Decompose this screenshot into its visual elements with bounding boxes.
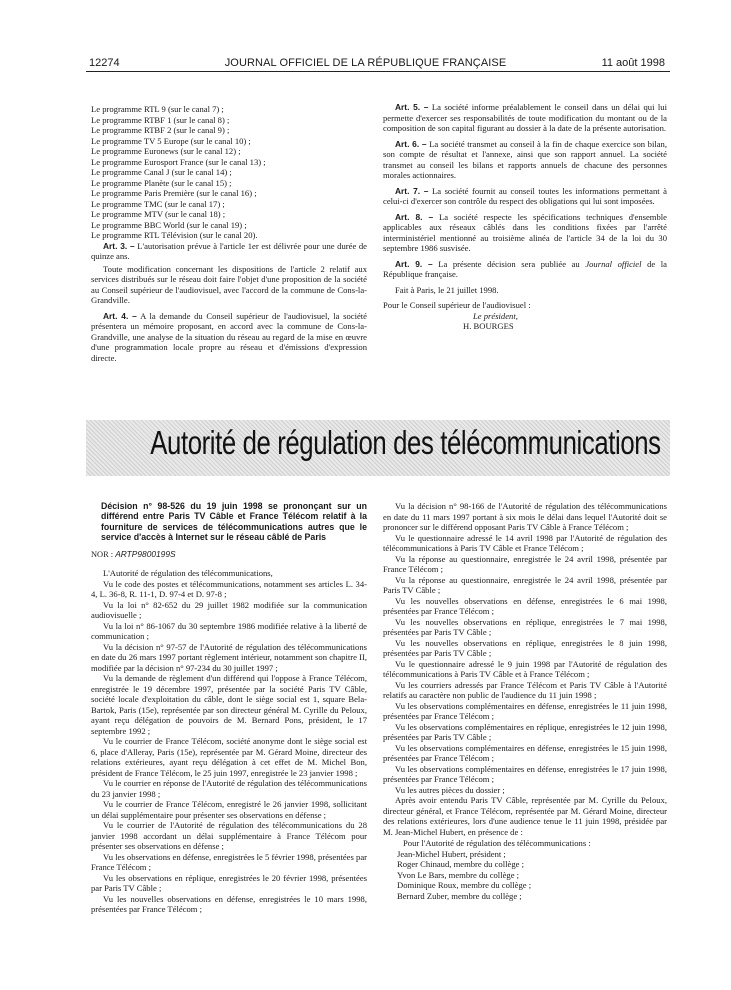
visa-paragraph: Vu les nouvelles observations en réplique, enregistrées le 8 juin 1998, présentées par Paris TV Câble ; (383, 637, 667, 658)
visa-paragraph: Après avoir entendu Paris TV Câble, représentée par M. Cyrille du Peloux, directeur général, et France Télécom, représentée par M. Gérard Moine, directeur des relations extérieures, lors d'une audience tenue le 11 juin 1998, présidée par M. Jean-Michel Hubert, en présence de : (383, 795, 667, 837)
visa-paragraph: Vu les observations complémentaires en défense, enregistrées le 11 juin 1998, présentées par France Télécom ; (383, 700, 667, 721)
college-member: Dominique Roux, membre du collège ; (397, 880, 532, 890)
nor-reference: NOR : ARTP9800199S (91, 548, 176, 559)
right-top-column (383, 102, 667, 332)
journal-title: JOURNAL OFFICIEL DE LA RÉPUBLIQUE FRANÇAISE (224, 57, 507, 69)
article-3: Art. 3. – L'autorisation prévue à l'article 1er est délivrée pour une durée de quinze ans. (91, 240, 367, 261)
visa-paragraph: Vu la loi n° 86-1067 du 30 septembre 1986 modifiée relative à la liberté de communication ; (91, 620, 367, 642)
programme-line: Le programme Planète (sur le canal 15) ; (91, 177, 232, 188)
modification-paragraph: Toute modification concernant les dispositions de l'article 2 relatif aux services distribués sur le réseau doit faire l'objet d'une proposition de la société au Conseil supérieur de l'audiovisuel, avec l'accord de la commune de Cons-la-Grandville. (91, 263, 367, 305)
visa-paragraph: Vu les nouvelles observations en défense, enregistrées le 10 mars 1998, présentées par France Télécom ; (91, 893, 367, 915)
pour-le-conseil: Pour le Conseil supérieur de l'audiovisuel : (383, 300, 531, 310)
visas-list-continued (383, 501, 667, 837)
visa-paragraph: Vu la demande de règlement d'un différend qui l'oppose à France Télécom, enregistrée le 19 décembre 1997, présentée par la société Paris TV Câble, société locale d'exploitation du câble, dont le siège social est 1, square Bela-Bartok, Paris (15e), représentée par son directeur général M. Cyrille du Peloux, ayant reçu délégation de pouvoirs de M. Bernard Pons, président, le 17 septembre 1992 ; (91, 673, 367, 736)
college-member: Jean-Michel Hubert, président ; (397, 848, 506, 859)
article-5: Art. 5. – La société informe préalablement le conseil dans un délai qui lui permette d'exercer ses responsabilités de toute modification du montant ou de la composition de son capital figurant au dossier à la date de la présente autorisation. (383, 102, 667, 133)
programme-line: Le programme Eurosport France (sur le canal 13) ; (91, 156, 266, 167)
issue-date: 11 août 1998 (601, 57, 665, 69)
visa-paragraph: Vu le questionnaire adressé le 14 avril 1998 par l'Autorité de régulation des télécommunications à Paris TV Câble et France Télécom ; (383, 532, 667, 553)
header-rule (86, 71, 670, 72)
visa-paragraph: Vu les courriers adressés par France Télécom et Paris TV Câble à l'Autorité relatifs au caractère non public de l'audience du 11 juin 1998 ; (383, 679, 667, 700)
article-8: Art. 8. – La société respecte les spécifications techniques d'ensemble applicables aux réseaux câblés dans les conditions fixées par l'arrêté interministériel mentionné au troisième alinéa de l'article 34 de la loi du 30 septembre 1986 susvisée. (383, 211, 667, 253)
visas-list (91, 568, 367, 915)
programme-line: Le programme BBC World (sur le canal 19) ; (91, 219, 247, 230)
visa-paragraph: Vu la réponse au questionnaire, enregistrée le 24 avril 1998, présentée par France Télécom ; (383, 553, 667, 574)
programme-line: Le programme Paris Première (sur le canal 16) ; (91, 188, 257, 198)
signature: H. BOURGES (463, 321, 514, 331)
college-member: Bernard Zuber, membre du collège ; (397, 890, 522, 901)
programme-line: Le programme TMC (sur le canal 17) ; (91, 198, 225, 209)
programme-line: Le programme RTL Télévision (sur le canal 20). (91, 230, 258, 240)
visa-paragraph: Vu la loi n° 82-652 du 29 juillet 1982 modifiée sur la communication audiovisuelle ; (91, 599, 367, 621)
programme-line: Le programme RTL 9 (sur le canal 7) ; (91, 104, 224, 114)
left-bottom-column (91, 501, 367, 915)
visa-paragraph: Vu le courrier en réponse de l'Autorité de régulation des télécommunications du 23 janvier 1998 ; (91, 778, 368, 799)
page-number: 12274 (89, 57, 120, 69)
visa-paragraph: Vu le courrier de l'Autorité de régulation des télécommunications du 28 janvier 1998 accordant un délai supplémentaire à France Télécom pour présenter ses observations en défense ; (91, 820, 367, 852)
visa-paragraph: Vu la décision n° 97-57 de l'Autorité de régulation des télécommunications en date du 26 mars 1997 portant règlement intérieur, notamment son chapitre II, modifiée par la décision n° 97-234 du 30 juillet 1997 ; (91, 641, 367, 673)
college-member: Roger Chinaud, membre du collège ; (397, 859, 524, 869)
programme-line: Le programme Euronews (sur le canal 12) ; (91, 146, 241, 156)
visa-paragraph: Vu les nouvelles observations en réplique, enregistrées le 7 mai 1998, présentées par Paris TV Câble ; (383, 616, 667, 637)
visa-paragraph: Vu la réponse au questionnaire, enregistrée le 24 avril 1998, présentée par Paris TV Câble ; (383, 574, 667, 595)
article-4: Art. 4. – A la demande du Conseil supérieur de l'audiovisuel, la société présentera un mémoire proposant, en accord avec la commune de Cons-la-Grandville, une analyse de la situation du réseau au regard de la mise en œuvre d'une programmation locale propre au réseau et d'émissions d'expression directe. (91, 310, 367, 363)
decision-title: Décision n° 98-526 du 19 juin 1998 se prononçant sur un différend entre Paris TV Câble et France Télécom relatif à la fourniture de services de télécommunications autres que le service d'accès à Internet sur le réseau câblé de Paris (101, 501, 367, 543)
visa-paragraph: Vu le courrier de France Télécom, enregistré le 26 janvier 1998, sollicitant un délai supplémentaire pour présenter ses observations en défense ; (91, 799, 367, 820)
college-members (383, 849, 667, 902)
president-line: Le président, (473, 310, 518, 321)
visa-paragraph: Vu le courrier de France Télécom, société anonyme dont le siège social est 6, place d'Alleray, Paris (15e), représentée par M. Gérard Moine, directeur des relations extérieures, ayant reçu délégation à cet effet de M. Michel Bon, président de France Télécom, le 25 juin 1997, enregistrée le 23 janvier 1998 ; (91, 736, 367, 778)
programme-line: Le programme MTV (sur le canal 18) ; (91, 209, 226, 219)
programme-line: Le programme RTBF 1 (sur le canal 8) ; (91, 114, 230, 125)
visa-paragraph: Vu le code des postes et télécommunications, notamment ses articles L. 34-4, L. 36-8, R. 11-1, D. 97-4 et D. 97-8 ; (91, 578, 367, 600)
pour-autorite: Pour l'Autorité de régulation des télécommunications : (403, 838, 591, 848)
college-member: Yvon Le Bars, membre du collège ; (397, 869, 520, 880)
visa-paragraph: Vu les nouvelles observations en défense, enregistrées le 6 mai 1998, présentées par France Télécom ; (383, 595, 667, 616)
article-9: Art. 9. – La présente décision sera publiée au Journal officiel de la République française. (383, 258, 667, 279)
programme-line: Le programme TV 5 Europe (sur le canal 10) ; (91, 135, 251, 146)
article-6: Art. 6. – La société transmet au conseil à la fin de chaque exercice son bilan, son compte de résultat et l'annexe, ainsi que son rapport annuel. La société transmet au conseil les bilans et rapports annuels de chacune des personnes morales actionnaires. (383, 138, 667, 180)
programme-line: Le programme RTBF 2 (sur le canal 9) ; (91, 125, 230, 135)
visa-paragraph: Vu les autres pièces du dossier ; (395, 784, 505, 795)
visa-paragraph: Vu les observations en défense, enregistrées le 5 février 1998, présentées par France Télécom ; (91, 851, 367, 873)
visa-paragraph: L'Autorité de régulation des télécommunications, (103, 568, 273, 579)
visa-paragraph: Vu la décision n° 98-166 de l'Autorité de régulation des télécommunications en date du 11 mars 1997 portant à six mois le délai dans lequel l'Autorité doit se prononcer sur le différend opposant Paris TV Câble à France Télécom ; (383, 501, 667, 532)
section-title-band (86, 420, 670, 476)
programme-list (91, 104, 367, 241)
visa-paragraph: Vu le questionnaire adressé le 9 juin 1998 par l'Autorité de régulation des télécommunications à Paris TV Câble et à France Télécom ; (383, 658, 667, 679)
left-top-column (91, 104, 367, 363)
programme-line: Le programme Canal J (sur le canal 14) ; (91, 167, 232, 177)
article-7: Art. 7. – La société fournit au conseil toutes les informations permettant à celui-ci d'exercer son contrôle du respect des obligations qui lui sont imposées. (383, 185, 667, 206)
visa-paragraph: Vu les observations complémentaires en défense, enregistrées le 15 juin 1998, présentées par France Télécom ; (383, 742, 667, 763)
visa-paragraph: Vu les observations en réplique, enregistrées le 20 février 1998, présentées par Paris TV Câble ; (91, 872, 367, 894)
visa-paragraph: Vu les observations complémentaires en réplique, enregistrées le 12 juin 1998, présentées par Paris TV Câble ; (383, 721, 667, 742)
section-title: Autorité de régulation des télécommunications (150, 424, 661, 461)
page-header (0, 0, 731, 80)
visa-paragraph: Vu les observations complémentaires en défense, enregistrées le 17 juin 1998, présentées par France Télécom ; (383, 763, 667, 784)
right-bottom-column (383, 501, 667, 901)
fait-a-paris: Fait à Paris, le 21 juillet 1998. (395, 284, 499, 295)
